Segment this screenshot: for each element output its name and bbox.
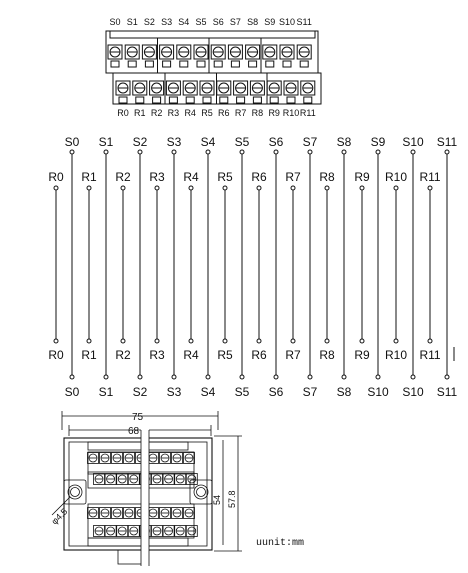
wire-entry: [186, 97, 194, 103]
terminal-node: [206, 375, 210, 379]
terminal-node: [189, 186, 193, 190]
top-s-label: S11: [296, 17, 312, 27]
dim-socket: [128, 474, 139, 485]
top-s-label: S4: [178, 17, 190, 27]
terminal-node: [428, 339, 432, 343]
dim-socket: [163, 526, 174, 537]
schematic-bottom-s-label: S11: [436, 385, 458, 399]
schematic-bottom-r-label: R8: [319, 348, 335, 362]
schematic-bottom-r-label: R0: [48, 348, 64, 362]
top-r-label: R3: [167, 108, 180, 118]
terminal-node: [291, 186, 295, 190]
wire-entry: [283, 61, 291, 67]
wire-entry: [214, 61, 222, 67]
wire-entry: [180, 61, 188, 67]
schematic-bottom-r-label: R5: [217, 348, 233, 362]
dim-socket: [94, 526, 105, 537]
terminal-node: [155, 186, 159, 190]
dim-socket: [105, 474, 116, 485]
schematic-top-r-label: R5: [217, 170, 233, 184]
dim-overall-width: 75: [132, 412, 144, 423]
schematic-bottom-s-label: S0: [64, 385, 80, 399]
dim-socket: [175, 474, 186, 485]
dim-inner-height: 54: [212, 494, 222, 505]
top-r-label: R9: [268, 108, 280, 118]
top-r-socket: [166, 81, 180, 103]
wire-entry: [145, 61, 153, 67]
terminal-node: [223, 186, 227, 190]
terminal-node: [445, 375, 449, 379]
schematic-bottom-r-label: R9: [354, 348, 370, 362]
schematic-bottom-r-label: R7: [285, 348, 301, 362]
top-r-socket: [183, 81, 197, 103]
top-s-label: S5: [195, 17, 207, 27]
schematic-bottom-s-label: S10: [367, 385, 389, 399]
top-r-label: R11: [299, 108, 316, 118]
schematic-top-r-label: R6: [251, 170, 267, 184]
terminal-node: [138, 375, 142, 379]
mount-ear-left: [64, 480, 86, 504]
terminal-node: [325, 339, 329, 343]
top-s-socket: [228, 45, 242, 67]
wire-entry: [119, 97, 127, 103]
terminal-node: [376, 375, 380, 379]
wire-entry: [249, 61, 257, 67]
dim-socket: [117, 526, 128, 537]
schematic-top-s-label: S8: [336, 135, 352, 149]
dim-socket: [175, 526, 186, 537]
terminal-node: [274, 150, 278, 154]
schematic-top-s-label: S4: [200, 135, 216, 149]
dim-socket: [100, 453, 111, 464]
dim-socket: [152, 474, 163, 485]
dim-socket: [88, 508, 99, 519]
wire-entry: [220, 97, 228, 103]
terminal-node: [257, 186, 261, 190]
schematic-bottom-s-label: S2: [132, 385, 148, 399]
schematic-top-s-label: S2: [132, 135, 148, 149]
terminal-node: [206, 150, 210, 154]
dim-socket: [172, 453, 183, 464]
top-r-socket: [284, 81, 298, 103]
schematic-bottom-s-label: S1: [98, 385, 114, 399]
wire-entry: [304, 97, 312, 103]
dim-socket: [163, 474, 174, 485]
top-r-socket: [217, 81, 231, 103]
top-s-socket: [108, 45, 122, 67]
terminal-node: [360, 186, 364, 190]
dim-socket: [88, 453, 99, 464]
dim-socket: [124, 453, 135, 464]
top-s-label: S3: [161, 17, 173, 27]
schematic-bottom-r-label: R3: [149, 348, 165, 362]
terminal-node: [54, 339, 58, 343]
top-s-socket: [211, 45, 225, 67]
dim-socket: [124, 508, 135, 519]
top-s-socket: [160, 45, 174, 67]
wire-entry: [287, 97, 295, 103]
top-r-socket: [267, 81, 281, 103]
dim-socket: [172, 508, 183, 519]
terminal-node: [360, 339, 364, 343]
top-r-socket: [150, 81, 164, 103]
schematic-bottom-r-label: R1: [81, 348, 97, 362]
dim-socket: [186, 526, 197, 537]
wire-entry: [253, 97, 261, 103]
terminal-node: [240, 150, 244, 154]
top-s-label: S2: [143, 17, 155, 27]
schematic-top-s-label: S3: [166, 135, 182, 149]
dim-socket: [94, 474, 105, 485]
terminal-node: [411, 150, 415, 154]
schematic-top-r-label: R2: [115, 170, 131, 184]
dim-socket: [152, 526, 163, 537]
dim-socket: [128, 526, 139, 537]
schematic-bottom-s-label: S7: [302, 385, 318, 399]
terminal-node: [172, 375, 176, 379]
terminal-node: [223, 339, 227, 343]
unit-note: uunit:mm: [256, 538, 305, 549]
wire-entry: [266, 61, 274, 67]
top-r-socket: [234, 81, 248, 103]
schematic-top-s-label: S9: [370, 135, 386, 149]
terminal-node: [121, 339, 125, 343]
dim-socket: [160, 453, 171, 464]
schematic-bottom-s-label: S6: [268, 385, 284, 399]
dim-socket: [117, 474, 128, 485]
terminal-node: [274, 375, 278, 379]
schematic-bottom-r-label: R10: [384, 348, 408, 362]
wire-entry: [153, 97, 161, 103]
schematic-top-s-label: S7: [302, 135, 318, 149]
top-s-label: S7: [229, 17, 241, 27]
wire-entry: [111, 61, 119, 67]
top-r-socket: [200, 81, 214, 103]
s-row-top-lip: [110, 31, 315, 38]
dim-socket: [112, 508, 123, 519]
schematic-top-s-label: S6: [268, 135, 284, 149]
dim-socket: [184, 508, 195, 519]
schematic-top-r-label: R0: [48, 170, 64, 184]
schematic-bottom-s-label: S10: [402, 385, 424, 399]
terminal-node: [87, 339, 91, 343]
wire-entry: [203, 97, 211, 103]
wire-entry: [237, 97, 245, 103]
mount-hole-right-inner: [197, 488, 206, 497]
break-gap: [141, 425, 149, 570]
dim-hole-diameter: φ4.5: [49, 506, 70, 527]
schematic-top-s-label: S11: [436, 135, 458, 149]
mount-hole-left-inner: [71, 488, 80, 497]
top-r-label: R7: [234, 108, 247, 118]
wire-entry: [300, 61, 308, 67]
terminal-node: [104, 150, 108, 154]
schematic-top-r-label: R4: [183, 170, 199, 184]
wire-entry: [197, 61, 205, 67]
schematic-bottom-s-label: S3: [166, 385, 182, 399]
top-r-label: R5: [201, 108, 213, 118]
top-r-label: R0: [117, 108, 129, 118]
wire-entry: [169, 97, 177, 103]
schematic-top-r-label: R3: [149, 170, 165, 184]
top-s-socket: [297, 45, 311, 67]
dim-inner-width: 68: [128, 426, 140, 437]
terminal-node: [121, 186, 125, 190]
terminal-node: [325, 186, 329, 190]
terminal-node: [104, 375, 108, 379]
top-s-socket: [280, 45, 294, 67]
terminal-node: [70, 375, 74, 379]
schematic-top-s-label: S1: [98, 135, 114, 149]
terminal-node: [342, 150, 346, 154]
top-r-label: R6: [218, 108, 230, 118]
terminal-node: [445, 150, 449, 154]
terminal-node: [240, 375, 244, 379]
schematic-bottom-s-label: S8: [336, 385, 352, 399]
dim-socket: [112, 453, 123, 464]
top-r-label: R4: [184, 108, 196, 118]
wire-entry: [128, 61, 136, 67]
connector-block-illustration: [106, 31, 321, 104]
wire-entry: [163, 61, 171, 67]
terminal-node: [394, 186, 398, 190]
schematic-bottom-r-label: R2: [115, 348, 131, 362]
dim-socket: [186, 474, 197, 485]
top-r-socket: [116, 81, 130, 103]
terminal-node: [308, 375, 312, 379]
terminal-node: [138, 150, 142, 154]
top-s-socket: [246, 45, 260, 67]
mount-ear-right: [190, 480, 212, 504]
top-s-label: S0: [109, 17, 121, 27]
schematic-top-r-label: R9: [354, 170, 370, 184]
dim-overall-height: 57.8: [227, 490, 237, 508]
top-s-socket: [142, 45, 156, 67]
top-s-socket: [177, 45, 191, 67]
terminal-node: [376, 150, 380, 154]
terminal-node: [70, 150, 74, 154]
schematic-top-s-label: S0: [64, 135, 80, 149]
terminal-node: [342, 375, 346, 379]
terminal-node: [428, 186, 432, 190]
top-r-label: R1: [134, 108, 146, 118]
top-r-socket: [133, 81, 147, 103]
top-s-label: S6: [212, 17, 224, 27]
terminal-node: [87, 186, 91, 190]
terminal-node: [54, 186, 58, 190]
terminal-node: [172, 150, 176, 154]
schematic-top-r-label: R10: [384, 170, 408, 184]
wire-entry: [270, 97, 278, 103]
wire-entry: [231, 61, 239, 67]
dim-socket: [100, 508, 111, 519]
terminal-node: [411, 375, 415, 379]
schematic-top-r-label: R1: [81, 170, 97, 184]
top-r-label: R8: [251, 108, 264, 118]
bottom-rail: [88, 538, 188, 546]
schematic-top-r-label: R8: [319, 170, 335, 184]
top-s-socket: [263, 45, 277, 67]
top-s-label: S8: [247, 17, 259, 27]
top-r-socket: [301, 81, 315, 103]
schematic-bottom-r-label: R4: [183, 348, 199, 362]
terminal-node: [257, 339, 261, 343]
dim-socket: [105, 526, 116, 537]
top-r-label: R10: [282, 108, 300, 118]
terminal-node: [155, 339, 159, 343]
wire-entry: [136, 97, 144, 103]
dim-socket: [160, 508, 171, 519]
top-r-socket: [250, 81, 264, 103]
schematic-bottom-s-label: S5: [234, 385, 250, 399]
dim-socket: [184, 453, 195, 464]
schematic-top-r-label: R7: [285, 170, 301, 184]
top-r-label: R2: [150, 108, 163, 118]
wiring-schematic: [54, 150, 454, 379]
top-rail: [88, 442, 188, 450]
schematic-top-s-label: S10: [402, 135, 424, 149]
terminal-node: [189, 339, 193, 343]
top-s-label: S9: [264, 17, 276, 27]
schematic-bottom-r-label: R6: [251, 348, 267, 362]
terminal-node: [291, 339, 295, 343]
top-s-socket: [194, 45, 208, 67]
schematic-bottom-s-label: S4: [200, 385, 216, 399]
schematic-top-s-label: S5: [234, 135, 250, 149]
top-s-socket: [125, 45, 139, 67]
top-s-label: S1: [126, 17, 138, 27]
schematic-top-r-label: R11: [419, 170, 441, 184]
terminal-node: [308, 150, 312, 154]
terminal-node: [394, 339, 398, 343]
top-s-label: S10: [278, 17, 296, 27]
schematic-bottom-r-label: R11: [419, 348, 441, 362]
